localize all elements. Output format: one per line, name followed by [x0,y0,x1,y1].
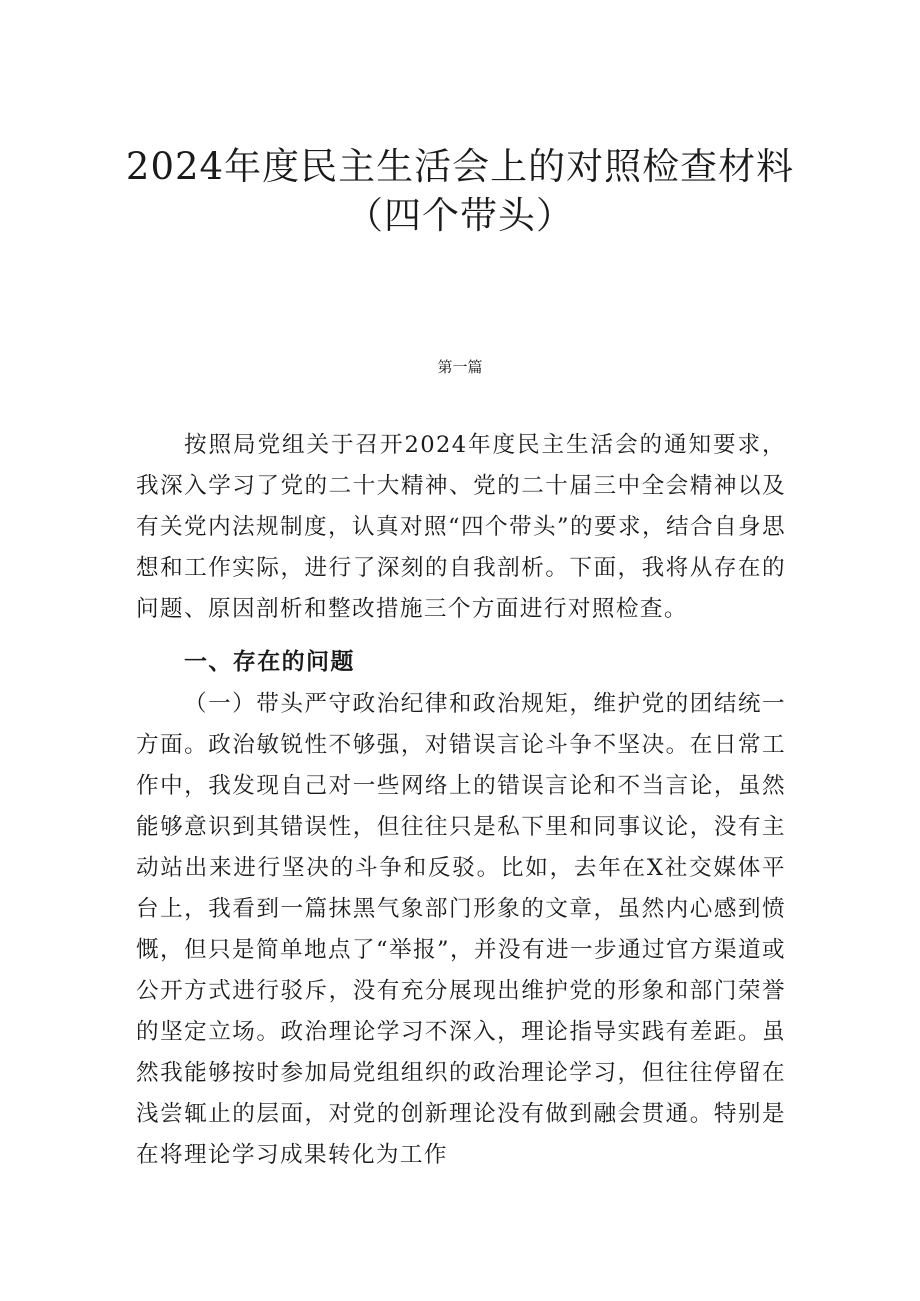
intro-paragraph: 按照局党组关于召开2024年度民主生活会的通知要求，我深入学习了党的二十大精神、党的二十届三中全会精神以及有关党内法规制度，认真对照“四个带头”的要求，结合自身思想和工作实际，进行了深刻的自我剖析。下面，我将从存在的问题、原因剖析和整改措施三个方面进行对照检查。 [136,432,786,622]
section-heading-problems: 一、存在的问题 [184,648,355,675]
document-subtitle: （四个带头） [346,194,574,237]
document-title: 2024年度民主生活会上的对照检查材料 [125,145,795,188]
section-1-paragraph-1: （一）带头严守政治纪律和政治规矩，维护党的团结统一方面。政治敏锐性不够强，对错误言论斗争不坚决。在日常工作中，我发现自己对一些网络上的错误言论和不当言论，虽然能够意识到其错误性，但往往只是私下里和同事议论，没有主动站出来进行坚决的斗争和反驳。比如，去年在X社交媒体平台上，我看到一篇抹黑气象部门形象的文章，虽然内心感到愤慨，但只是简单地点了“举报”，并没有进一步通过官方渠道或公开方式进行驳斥，没有充分展现出维护党的形象和部门荣誉的坚定立场。政治理论学习不深入，理论指导实践有差距。虽然我能够按时参加局党组组织的政治理论学习，但往往停留在浅尝辄止的层面，对党的创新理论没有做到融会贯通。特别是在将理论学习成果转化为工作 [136,691,786,1168]
part-label: 第一篇 [437,358,483,376]
